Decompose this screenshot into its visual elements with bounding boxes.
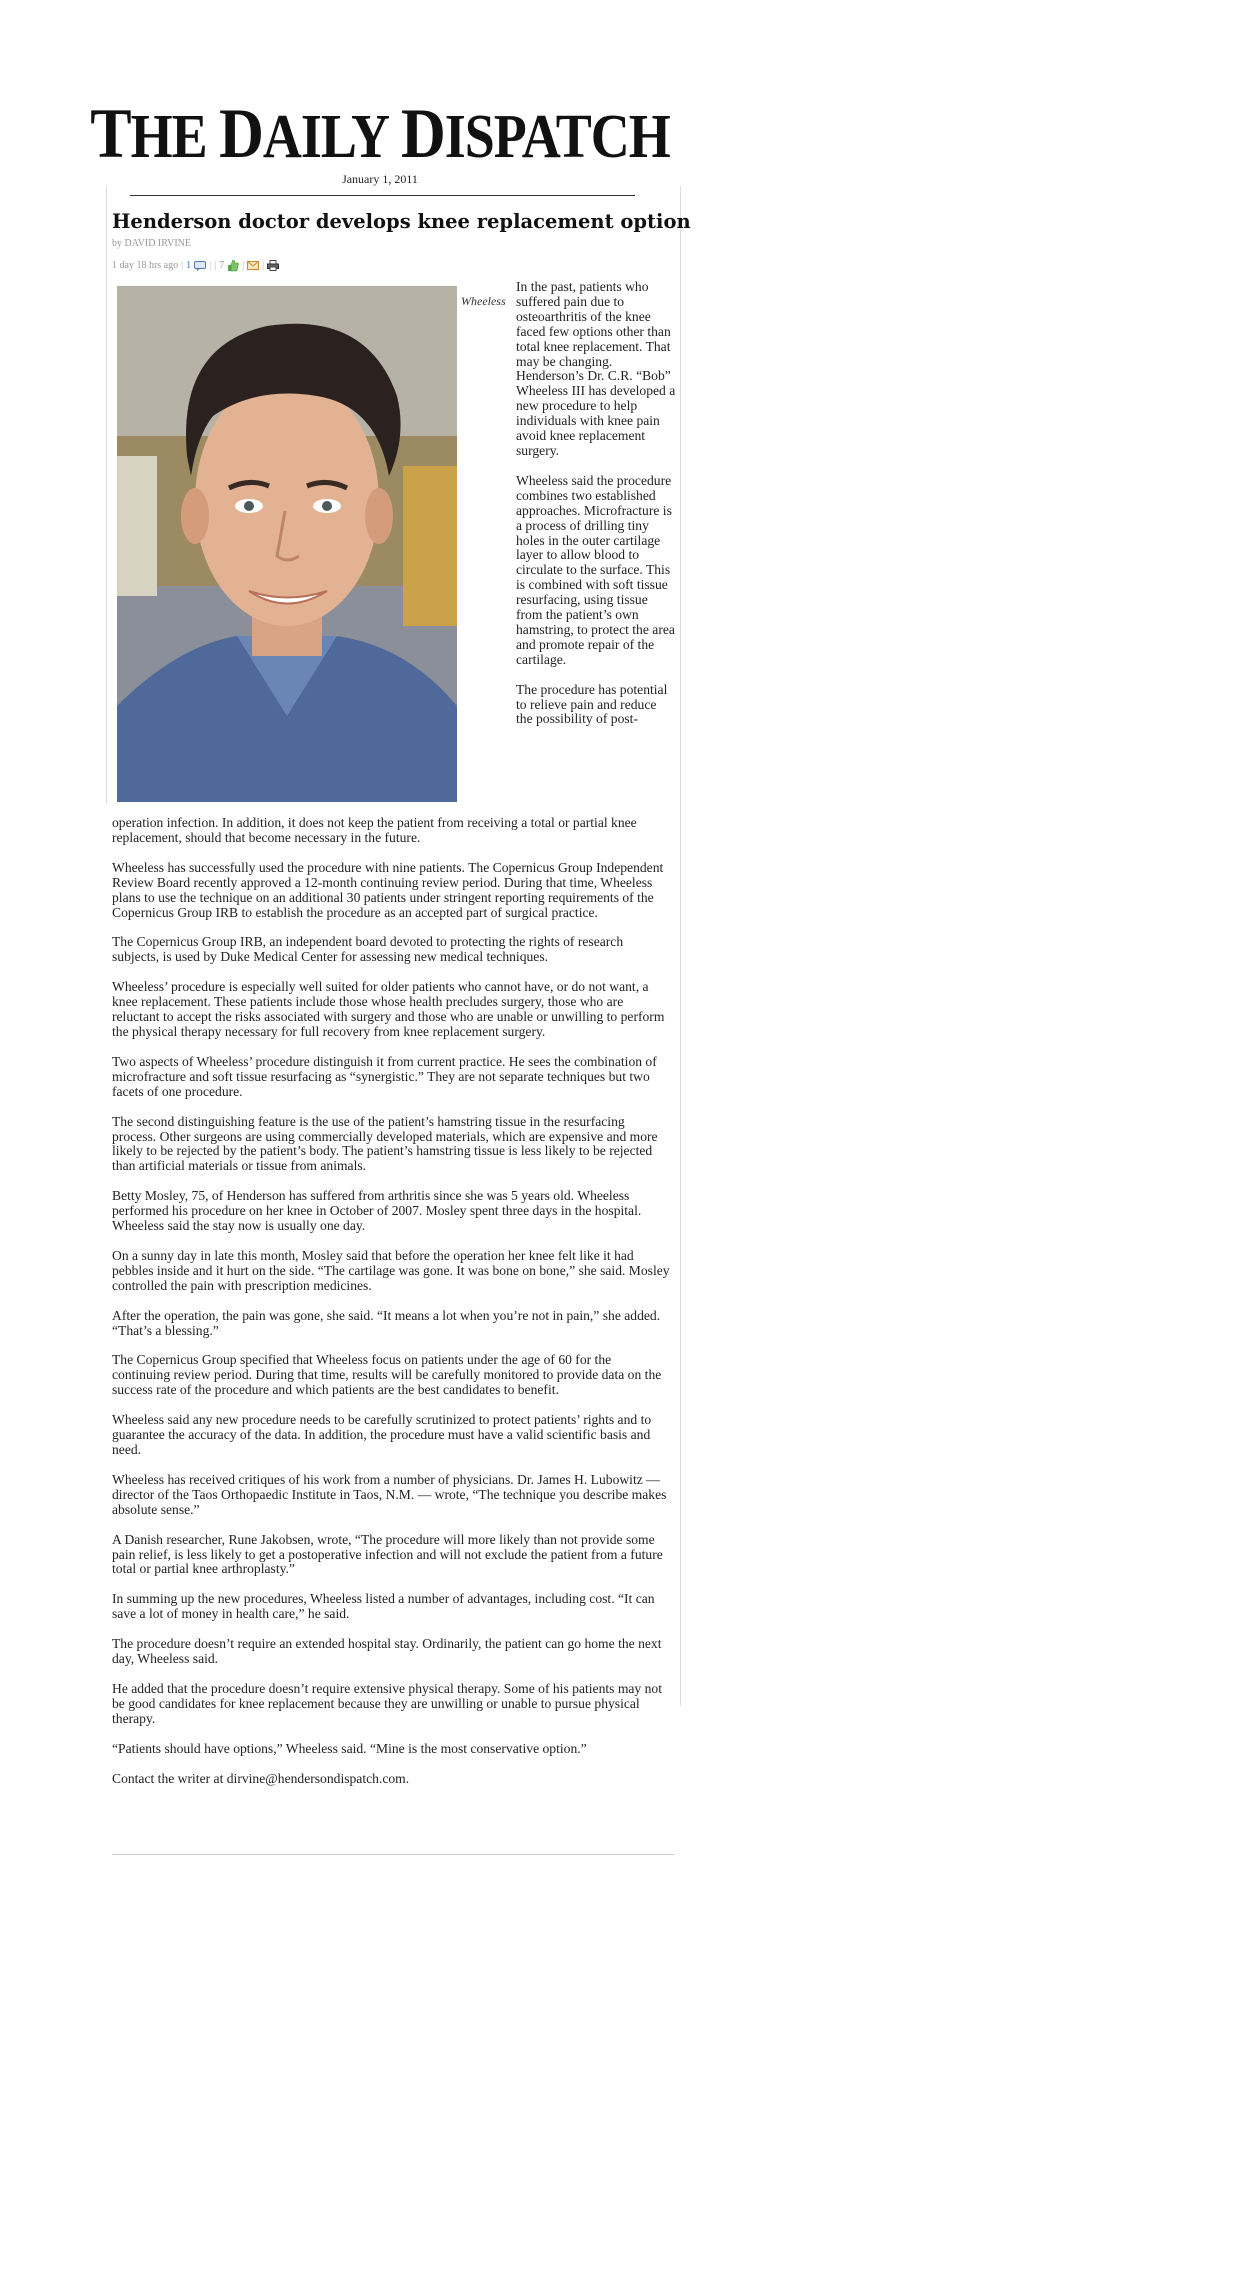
- article-paragraph: “Patients should have options,” Wheeless said. “Mine is the most conservative option.”: [112, 1740, 587, 1756]
- meta-separator: |: [181, 260, 184, 271]
- article-byline: by DAVID IRVINE: [112, 238, 192, 249]
- article-paragraph: operation infection. In addition, it does not keep the patient from receiving a total or partial knee replacement, should that become necessary in the future.: [112, 815, 637, 845]
- comment-icon[interactable]: [194, 261, 206, 271]
- article-paragraph: In the past, patients who suffered pain due to osteoarthritis of the knee faced few options other than total knee replacement. That may be changing. Henderson’s Dr. C.R. “Bob” Wheeless III has developed a new procedure to help individuals with knee pain avoid knee replacement surgery.: [516, 279, 676, 458]
- masthead: [90, 94, 670, 174]
- article-side-column: [516, 280, 676, 742]
- article-paragraph: Wheeless has successfully used the procedure with nine patients. The Copernicus Group Independent Review Board recently approved a 12-month continuing review period. During that time, Wheeless plans to use the technique on an additional 30 patients under stringent reporting requirements of the Copernicus Group IRB to establish the procedure as an accepted part of surgical practice.: [112, 859, 664, 920]
- article-paragraph: The procedure doesn’t require an extended hospital stay. Ordinarily, the patient can go home the next day, Wheeless said.: [112, 1636, 662, 1667]
- meta-separator: |: [214, 260, 217, 271]
- article-paragraph: On a sunny day in late this month, Mosley said that before the operation her knee felt like it had pebbles inside and it hurt on the side. “The cartilage was gone. It was bone on bone,” she said. Mosley controlled the pain with prescription medicines.: [112, 1247, 670, 1293]
- article-frame-right: [680, 186, 681, 1706]
- article-paragraph: He added that the procedure doesn’t require extensive physical therapy. Some of his patients may not be good candidates for knee replacement because they are unwilling or unable to pursue physical therapy.: [112, 1680, 663, 1726]
- article-main-column: [112, 816, 672, 1802]
- article-paragraph: The Copernicus Group IRB, an independent board devoted to protecting the rights of research subjects, is used by Duke Medical Center for assessing new medical techniques.: [112, 934, 624, 965]
- article-paragraph: The procedure has potential to relieve pain and reduce the possibility of post-: [516, 681, 668, 727]
- article-paragraph: A Danish researcher, Rune Jakobsen, wrote, “The procedure will more likely than not provide some pain relief, is less likely to get a postoperative infection and will not exclude the patient from a future total or partial knee arthroplasty.”: [112, 1531, 663, 1577]
- article-paragraph: Wheeless has received critiques of his work from a number of physicians. Dr. James H. Lubowitz — director of the Taos Orthopaedic Institute in Taos, N.M. — wrote, “The technique you describe makes absolute sense.”: [112, 1471, 667, 1517]
- comments-count-link[interactable]: 1: [186, 260, 192, 271]
- article-paragraph: Two aspects of Wheeless’ procedure distinguish it from current practice. He sees the combination of microfracture and soft tissue resurfacing as “synergistic.” They are not separate techniques but two facets of one procedure.: [112, 1053, 657, 1099]
- meta-separator: |: [262, 260, 265, 271]
- masthead-divider: [130, 195, 635, 196]
- article-age: 1 day 18 hrs ago: [112, 260, 179, 271]
- article-paragraph: After the operation, the pain was gone, she said. “It means a lot when you’re not in pain,” she added. “That’s a blessing.”: [112, 1307, 661, 1338]
- article-paragraph: The Copernicus Group specified that Wheeless focus on patients under the age of 60 for the continuing review period. During that time, results will be carefully monitored to provide data on the success rate of the procedure and which patients are the best candidates to benefit.: [112, 1352, 662, 1398]
- contact-line: Contact the writer at dirvine@hendersondispatch.com.: [112, 1770, 410, 1786]
- publication-date: January 1, 2011: [342, 172, 418, 186]
- masthead-left: THE DAILY: [90, 94, 389, 174]
- photo-caption: Wheeless: [461, 294, 506, 308]
- article-headline: Henderson doctor develops knee replacement option: [112, 210, 691, 233]
- masthead-right: DISPATCH: [400, 94, 670, 174]
- article-meta: [112, 259, 279, 272]
- meta-separator: |: [209, 260, 212, 271]
- print-icon[interactable]: [267, 260, 279, 271]
- article-end-divider: [112, 1854, 674, 1855]
- article-paragraph: Wheeless said any new procedure needs to be carefully scrutinized to protect patients’ rights and to guarantee the accuracy of the data. In addition, the procedure must have a valid scientific basis and need.: [112, 1412, 652, 1457]
- recommend-count: 7: [219, 260, 225, 271]
- article-paragraph: In summing up the new procedures, Wheeless listed a number of advantages, including cost. “It can save a lot of money in health care,” he said.: [112, 1591, 655, 1622]
- article-paragraph: Wheeless said the procedure combines two established approaches. Microfracture is a process of drilling tiny holes in the outer cartilage layer to allow blood to circulate to the surface. This is combined with soft tissue resurfacing, using tissue from the patient’s own hamstring, to protect the area and promote repair of the cartilage.: [516, 472, 675, 667]
- article-paragraph: Wheeless’ procedure is especially well suited for older patients who cannot have, or do not want, a knee replacement. These patients include those whose health precludes surgery, those who are reluctant to accept the risks associated with surgery and those who are unable or unwilling to perform the physical therapy necessary for full recovery from knee replacement surgery.: [112, 979, 665, 1039]
- email-icon[interactable]: [247, 261, 259, 270]
- thumbs-up-icon[interactable]: [227, 259, 239, 272]
- article-paragraph: Betty Mosley, 75, of Henderson has suffered from arthritis since she was 5 years old. Wheeless performed his procedure on her knee in October of 2007. Mosley spent three days in the hospital. Wheeless said the stay now is usually one day.: [112, 1188, 642, 1234]
- article-frame-left: [106, 186, 107, 804]
- article-paragraph: The second distinguishing feature is the use of the patient’s hamstring tissue in the resurfacing process. Other surgeons are using commercially developed materials, which are expensive and more likely to be rejected by the patient’s body. The patient’s hamstring tissue is less likely to be rejected than artificial materials or tissue from animals.: [112, 1113, 658, 1174]
- author-photo: [117, 286, 457, 802]
- meta-separator: |: [242, 260, 245, 271]
